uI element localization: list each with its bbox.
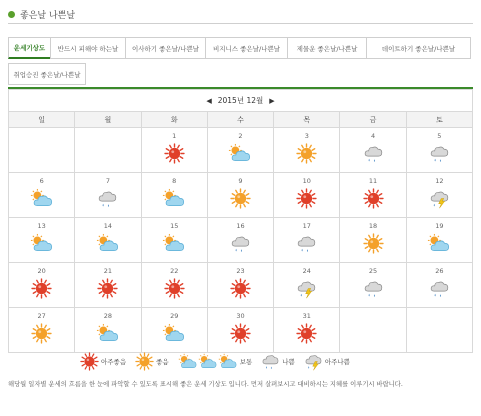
calendar-day-cell[interactable] [274, 218, 340, 263]
calendar-day-cell[interactable] [274, 308, 340, 353]
calendar-day-cell[interactable] [340, 218, 406, 263]
tab-5[interactable]: 제물운 좋은날/나쁜날 [287, 37, 366, 59]
red-sun-icon [340, 188, 405, 209]
calendar-day-cell[interactable] [141, 128, 207, 173]
day-number: 6 [39, 177, 44, 185]
day-number: 19 [435, 222, 444, 230]
calendar-empty-cell [75, 128, 141, 173]
rain-cloud-icon [75, 188, 140, 209]
calendar-day-cell[interactable] [9, 308, 75, 353]
day-number: 4 [370, 132, 376, 140]
calendar-day-cell[interactable] [207, 218, 273, 263]
sun-cloud-icon [142, 233, 207, 253]
legend-item [304, 352, 350, 371]
red-sun-icon [142, 143, 207, 164]
tab-3[interactable]: 이사하기 좋은날/나쁜날 [125, 37, 205, 59]
day-number: 24 [302, 267, 311, 275]
calendar-week-row [9, 173, 473, 218]
day-number: 28 [103, 312, 113, 320]
day-number: 29 [170, 312, 179, 320]
orange-sun-icon [135, 352, 154, 371]
weekday-label: 일 [9, 112, 75, 128]
day-number: 3 [304, 132, 309, 140]
red-sun-icon [274, 188, 339, 209]
day-number: 30 [236, 312, 245, 320]
storm-cloud-icon [407, 188, 472, 209]
tab-row-2 [8, 63, 471, 85]
red-sun-icon [75, 278, 140, 299]
day-number: 25 [368, 267, 378, 275]
legend-item [261, 352, 295, 371]
calendar-week-row [9, 263, 473, 308]
weekday-label: 토 [406, 112, 472, 128]
orange-sun-icon [274, 143, 339, 164]
calendar-empty-cell [406, 308, 472, 353]
storm-cloud-icon [304, 352, 323, 371]
sun-cloud-icon [9, 188, 74, 208]
day-number: 11 [368, 177, 378, 185]
day-number: 22 [170, 267, 179, 275]
day-number: 13 [37, 222, 46, 230]
tab-row-1 [8, 37, 471, 59]
legend-label: 좋음 [156, 357, 169, 366]
orange-sun-icon [340, 233, 405, 254]
rain-cloud-icon [208, 233, 273, 254]
calendar-day-cell[interactable] [207, 308, 273, 353]
calendar-day-cell[interactable] [274, 173, 340, 218]
rain-cloud-icon [274, 233, 339, 254]
calendar-day-cell[interactable] [75, 218, 141, 263]
legend-item [135, 352, 169, 371]
rain-cloud-icon [340, 278, 405, 299]
header-divider [8, 23, 473, 24]
calendar-day-cell[interactable] [340, 128, 406, 173]
calendar-day-cell[interactable] [406, 263, 472, 308]
day-number: 17 [302, 222, 311, 230]
triangle-right-icon[interactable]: ▶ [269, 96, 275, 105]
day-number: 15 [170, 222, 179, 230]
day-number: 18 [368, 222, 378, 230]
day-number: 8 [172, 177, 177, 185]
day-number: 12 [435, 177, 444, 185]
calendar-day-cell[interactable] [9, 218, 75, 263]
section-header [8, 6, 75, 22]
month-label: 2015년 12월 [217, 96, 264, 105]
calendar-day-cell[interactable] [75, 263, 141, 308]
tab-2[interactable]: 반드시 피해야 하는날 [50, 37, 125, 59]
day-number: 31 [302, 312, 311, 320]
storm-cloud-icon [274, 278, 339, 299]
calendar-day-cell[interactable] [406, 218, 472, 263]
sun-cloud-icon [9, 233, 74, 253]
day-number: 23 [236, 267, 245, 275]
calendar-day-cell[interactable] [406, 173, 472, 218]
day-number: 21 [103, 267, 113, 275]
day-number: 10 [302, 177, 311, 185]
calendar-empty-cell [340, 308, 406, 353]
weekday-label: 금 [340, 112, 406, 128]
orange-sun-icon [9, 323, 74, 344]
calendar-week-row [9, 218, 473, 263]
weather-legend [80, 350, 359, 372]
calendar-day-cell[interactable] [207, 128, 273, 173]
legend-label: 아주좋음 [101, 357, 127, 366]
day-number: 14 [103, 222, 113, 230]
day-number: 2 [238, 132, 243, 140]
sun-cloud-icon [142, 323, 207, 343]
day-number: 27 [37, 312, 46, 320]
red-sun-icon [208, 323, 273, 344]
legend-item [178, 353, 253, 370]
rain-cloud-icon [261, 352, 280, 371]
tab-6[interactable]: 데이트하기 좋은날/나쁜날 [366, 37, 471, 59]
calendar-day-cell[interactable] [141, 218, 207, 263]
calendar-day-cell[interactable] [75, 308, 141, 353]
day-number: 9 [238, 177, 243, 185]
calendar-day-cell[interactable] [274, 263, 340, 308]
sun-cloud-icon [75, 233, 140, 253]
legend-label: 나쁨 [282, 357, 295, 366]
red-sun-icon [9, 278, 74, 299]
sun-cloud-group-icon [178, 353, 238, 370]
calendar-week-row [9, 308, 473, 353]
tab-1[interactable]: 운세기상도 [8, 37, 50, 59]
calendar-week-row [9, 128, 473, 173]
calendar-day-cell[interactable] [141, 173, 207, 218]
month-navigator [8, 89, 473, 111]
rain-cloud-icon [340, 143, 405, 164]
rain-cloud-icon [407, 278, 472, 299]
day-number: 7 [105, 177, 110, 185]
calendar-day-cell[interactable] [274, 128, 340, 173]
day-number: 26 [435, 267, 444, 275]
weekday-label: 수 [207, 112, 273, 128]
red-sun-icon [142, 278, 207, 299]
legend-label: 보통 [239, 357, 253, 366]
red-sun-icon [208, 278, 273, 299]
day-number [340, 312, 405, 321]
weekday-label: 월 [75, 112, 141, 128]
calendar-day-cell[interactable] [340, 263, 406, 308]
legend-label: 아주나쁨 [324, 357, 350, 366]
weekday-label: 화 [141, 112, 207, 128]
calendar-day-cell[interactable] [207, 173, 273, 218]
calendar-day-cell[interactable] [75, 173, 141, 218]
calendar-day-cell[interactable] [406, 128, 472, 173]
sun-cloud-icon [208, 143, 273, 163]
rain-cloud-icon [407, 143, 472, 164]
calendar-description: 해당월 일자별 운세의 흐름을 한 눈에 파악할 수 있도록 표시해 좋은 운세 기상도 입니다. 먼저 살펴보시고 대비하시는 지혜를 이루기시 바랍니다. [8, 381, 403, 388]
sun-cloud-icon [142, 188, 207, 208]
day-number [9, 132, 74, 141]
day-number: 5 [437, 132, 442, 140]
tab-4[interactable]: 비지니스 좋은날/나쁜날 [205, 37, 287, 59]
calendar-empty-cell [9, 128, 75, 173]
day-number: 20 [37, 267, 46, 275]
weekday-header-row [9, 112, 473, 128]
sun-cloud-icon [407, 233, 472, 253]
calendar-day-cell[interactable] [340, 173, 406, 218]
day-number: 16 [236, 222, 245, 230]
calendar-day-cell[interactable] [141, 308, 207, 353]
red-sun-icon [274, 323, 339, 344]
orange-sun-icon [208, 188, 273, 209]
triangle-left-icon[interactable]: ◀ [206, 96, 212, 105]
weekday-label: 목 [274, 112, 340, 128]
legend-item [80, 352, 126, 371]
calendar-day-cell[interactable] [9, 173, 75, 218]
bullet-icon [8, 11, 15, 18]
calendar-day-cell[interactable] [141, 263, 207, 308]
calendar-day-cell[interactable] [207, 263, 273, 308]
calendar-day-cell[interactable] [9, 263, 75, 308]
sun-cloud-icon [75, 323, 140, 343]
red-sun-icon [80, 352, 99, 371]
day-number [75, 132, 140, 141]
tab-row2-1[interactable]: 취업승진 좋은날/나쁜날 [8, 63, 86, 85]
day-number: 1 [172, 132, 177, 140]
section-title: 좋은날 나쁜날 [20, 10, 76, 21]
day-number [407, 312, 472, 321]
tab-bar [8, 37, 471, 85]
fortune-calendar [8, 111, 473, 353]
